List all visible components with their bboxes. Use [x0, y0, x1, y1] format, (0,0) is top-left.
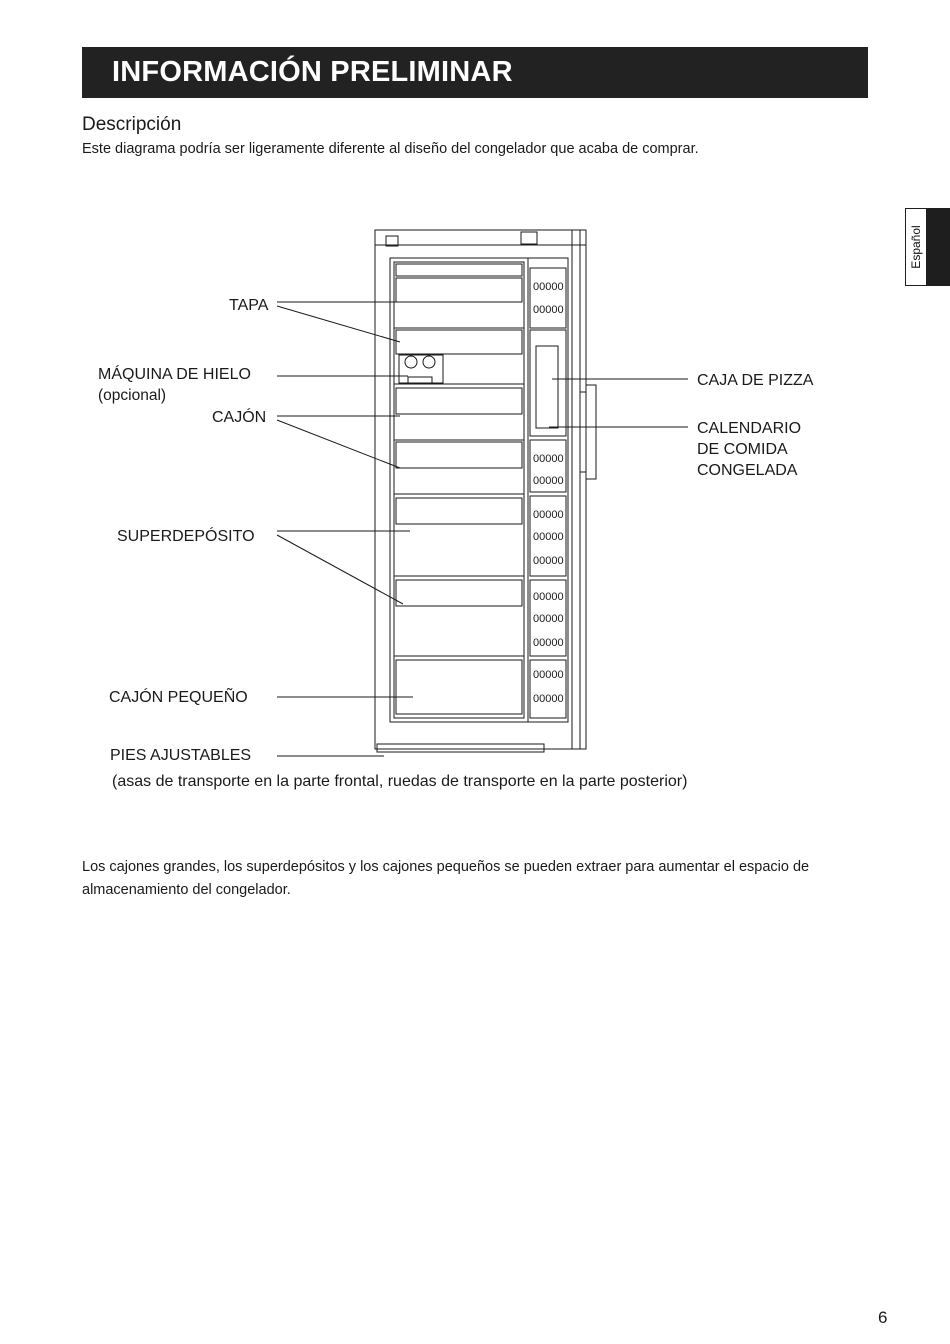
- label-calendario-3: CONGELADA: [697, 462, 798, 479]
- top-grid: [396, 264, 522, 276]
- label-pies-note: (asas de transporte en la parte frontal, ruedas de transporte en la parte posterior): [112, 773, 688, 790]
- svg-text:00000: 00000: [533, 693, 564, 705]
- label-pies-ajustables: PIES AJUSTABLES: [110, 747, 252, 764]
- small-drawer: [396, 660, 522, 714]
- svg-text:00000: 00000: [533, 509, 564, 521]
- intro-text: Este diagrama podría ser ligeramente diferente al diseño del congelador que acaba de comprar.: [82, 141, 699, 157]
- drawer-5: [396, 498, 522, 524]
- label-caja-pizza: CAJA DE PIZZA: [697, 372, 814, 389]
- svg-text:00000: 00000: [533, 669, 564, 681]
- page-number: 6: [878, 1308, 888, 1327]
- pizza-box: [536, 346, 558, 428]
- svg-text:00000: 00000: [533, 555, 564, 567]
- drawer-4: [396, 442, 522, 468]
- drawer-2: [396, 330, 522, 354]
- label-superdeposito: SUPERDEPÓSITO: [117, 528, 255, 545]
- drawer-1: [396, 278, 522, 302]
- svg-text:00000: 00000: [533, 475, 564, 487]
- label-calendario-2: DE COMIDA: [697, 441, 788, 458]
- footnote-text: Los cajones grandes, los superdepósitos y los cajones pequeños se pueden extraer para aumentar el espacio de almacenamiento del congelador.: [82, 859, 810, 898]
- page-title: INFORMACIÓN PRELIMINAR: [112, 56, 513, 88]
- label-cajon-pequeno: CAJÓN PEQUEÑO: [109, 689, 248, 706]
- label-calendario-1: CALENDARIO: [697, 420, 802, 437]
- label-ice-maker-note: (opcional): [98, 387, 167, 404]
- door-handle: [586, 385, 596, 479]
- section-title: Descripción: [82, 114, 182, 135]
- hinge-right: [521, 232, 537, 244]
- svg-text:00000: 00000: [533, 281, 564, 293]
- label-cajon: CAJÓN: [212, 409, 267, 426]
- svg-text:00000: 00000: [533, 531, 564, 543]
- adjustable-feet: [377, 744, 544, 752]
- svg-text:00000: 00000: [533, 304, 564, 316]
- door-bin: [530, 268, 566, 328]
- svg-text:00000: 00000: [533, 637, 564, 649]
- label-tapa: TAPA: [229, 297, 269, 314]
- svg-text:00000: 00000: [533, 453, 564, 465]
- label-ice-maker: MÁQUINA DE HIELO: [98, 366, 251, 383]
- svg-text:00000: 00000: [533, 591, 564, 603]
- drawer-6: [396, 580, 522, 606]
- language-tab-label: Español: [909, 225, 923, 269]
- svg-text:00000: 00000: [533, 613, 564, 625]
- drawer-3: [396, 388, 522, 414]
